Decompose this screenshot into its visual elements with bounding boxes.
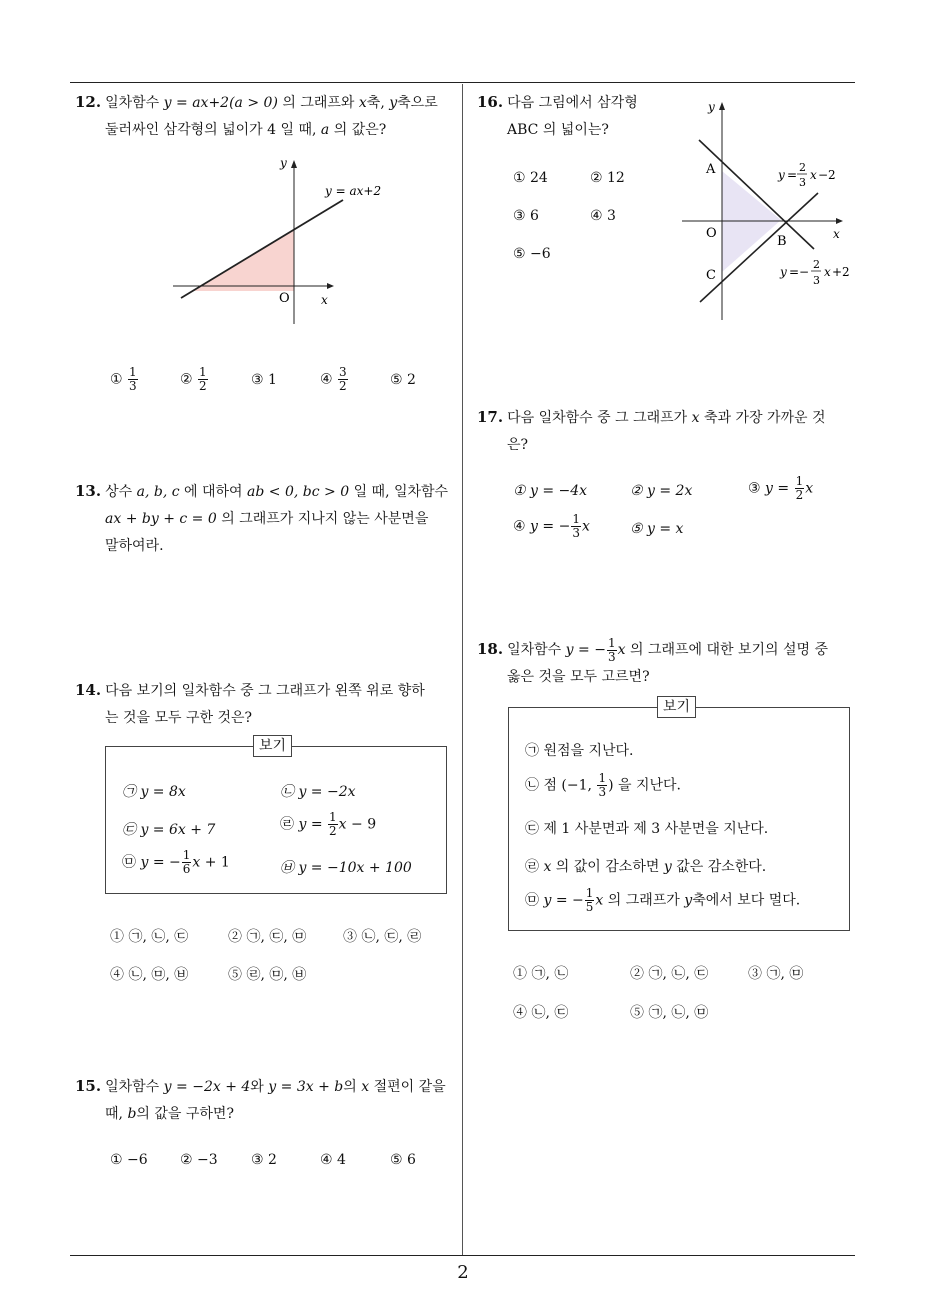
choice-4[interactable]: ④ ㉡, ㉤, ㉥ [110, 967, 189, 983]
choice-3[interactable]: ③ ㉠, ㉤ [748, 966, 804, 982]
bogi-item: ㉤ y = − $\frac{1}{5}$ x 의 그래프가 y축에서 보다 멀다. [525, 886, 801, 914]
bogi-label: 보기 [253, 735, 292, 757]
origin-label: O [279, 291, 290, 306]
label-line-lower [779, 258, 850, 287]
bogi-item: ㉡ 점 (−1, $\frac{1}{3}$ ) 을 지난다. [525, 771, 681, 799]
bogi-item: ㉢ y = 6x + 7 [122, 822, 216, 838]
label-c: C [706, 268, 716, 283]
bogi-item: ㉠ 원점을 지난다. [525, 743, 634, 759]
svg-text:x: x [824, 265, 831, 279]
choice-2[interactable]: ② $\frac{1}{2}$ [180, 365, 207, 393]
choice-5[interactable]: ⑤ 2 [390, 372, 416, 388]
bottom-rule [70, 1255, 855, 1256]
question-14: 14. 다음 보기의 일차함수 중 그 그래프가 왼쪽 위로 향하 는 것을 모두 구한 것은? [75, 681, 425, 726]
choice-4[interactable]: ④ ㉡, ㉢ [513, 1005, 569, 1021]
choice-3[interactable]: ③ 1 [251, 372, 277, 388]
question-15: 15. 일차함수 y = −2x + 4와 y = 3x + b의 x 절편이 같을 때, b의 값을 구하면? [75, 1077, 446, 1122]
choice-3[interactable]: ③ 2 [251, 1152, 277, 1168]
question-17: 17. 다음 일차함수 중 그 그래프가 x 축과 가장 가까운 것 은? [477, 408, 826, 453]
svg-text:2: 2 [799, 161, 806, 174]
line-label: y = ax+2 [325, 184, 382, 198]
choice-1[interactable]: ① ㉠, ㉡ [513, 966, 569, 982]
choice-3[interactable]: ③ y = $\frac{1}{2}$ x [748, 474, 814, 502]
choice-3[interactable]: ③ ㉡, ㉢, ㉣ [343, 929, 422, 945]
label-a: A [706, 162, 716, 177]
svg-text:y: y [780, 265, 787, 279]
question-16: 16. 다음 그림에서 삼각형 ABC 의 넓이는? [477, 93, 638, 138]
choice-1[interactable]: ① y = −4x [513, 483, 588, 499]
q16-graph [676, 96, 860, 326]
svg-text:+2: +2 [832, 265, 850, 279]
bogi-item: ㉣ y = $\frac{1}{2}$ x − 9 [280, 810, 377, 838]
choice-4[interactable]: ④ $\frac{3}{2}$ [320, 365, 347, 393]
bogi-item: ㉣ x 의 값이 감소하면 y 값은 감소한다. [525, 859, 767, 875]
svg-text:3: 3 [813, 274, 820, 287]
x-label: x [321, 293, 328, 307]
y-label: y [280, 156, 287, 170]
svg-text:=: = [787, 168, 798, 182]
choice-5[interactable]: ⑤ ㉣, ㉤, ㉥ [228, 967, 307, 983]
choice-4[interactable]: ④ 4 [320, 1152, 346, 1168]
choice-3[interactable]: ③ 6 [513, 208, 539, 224]
label-b: B [777, 234, 787, 249]
choice-5[interactable]: ⑤ y = x [630, 521, 684, 537]
bogi-item: ㉥ y = −10x + 100 [280, 860, 412, 876]
label-o: O [706, 226, 717, 241]
column-divider [462, 84, 463, 1256]
choice-2[interactable]: ② −3 [180, 1152, 218, 1168]
q12-graph [165, 150, 405, 330]
svg-text:x: x [810, 168, 817, 182]
choice-5[interactable]: ⑤ ㉠, ㉡, ㉤ [630, 1005, 709, 1021]
bogi-item: ㉢ 제 1 사분면과 제 3 사분면을 지난다. [525, 821, 769, 837]
choice-5[interactable]: ⑤ −6 [513, 246, 551, 262]
top-rule [70, 82, 855, 83]
choice-1[interactable]: ① −6 [110, 1152, 148, 1168]
bogi-label: 보기 [657, 696, 696, 718]
x-label: x [833, 227, 840, 241]
bogi-item: ㉡ y = −2x [280, 784, 356, 800]
choice-1[interactable]: ① 24 [513, 170, 548, 186]
choice-5[interactable]: ⑤ 6 [390, 1152, 416, 1168]
equation: y = ax+2(a > 0) [163, 95, 278, 111]
svg-text:3: 3 [799, 176, 806, 189]
choice-4[interactable]: ④ y = − $\frac{1}{3}$ x [513, 512, 590, 540]
choice-2[interactable]: ② y = 2x [630, 483, 693, 499]
y-label: y [708, 100, 715, 114]
choice-1[interactable]: ① $\frac{1}{3}$ [110, 365, 137, 393]
page-number: 2 [457, 1262, 469, 1283]
question-18: 18. 일차함수 y = − $\frac{1}{3}$ x 의 그래프에 대한 보기의 설명 중 옳은 것을 모두 고르면? [477, 635, 829, 685]
bogi-item: ㉠ y = 8x [122, 784, 186, 800]
choice-1[interactable]: ① ㉠, ㉡, ㉢ [110, 929, 189, 945]
svg-text:2: 2 [813, 258, 820, 271]
question-13: 13. 상수 a, b, c 에 대하여 ab < 0, bc > 0 일 때, 일차함수 ax + by + c = 0 의 그래프가 지나지 않는 사분면을 말하여라. [75, 482, 449, 554]
svg-text:=−: =− [789, 265, 810, 279]
question-12: 12. 일차함수 y = ax+2(a > 0) 의 그래프와 x축, y축으로 둘러싸인 삼각형의 넓이가 4 일 때, a 의 값은? [75, 93, 438, 138]
label-line-upper [777, 161, 836, 189]
choice-4[interactable]: ④ 3 [590, 208, 616, 224]
question-number: 12. [75, 93, 102, 111]
choice-2[interactable]: ② ㉠, ㉢, ㉤ [228, 929, 307, 945]
choice-2[interactable]: ② 12 [590, 170, 625, 186]
svg-text:y: y [778, 168, 785, 182]
bogi-item: ㉤ y = − $\frac{1}{6}$ x + 1 [122, 848, 230, 876]
svg-text:−2: −2 [818, 168, 836, 182]
choice-2[interactable]: ② ㉠, ㉡, ㉢ [630, 966, 709, 982]
